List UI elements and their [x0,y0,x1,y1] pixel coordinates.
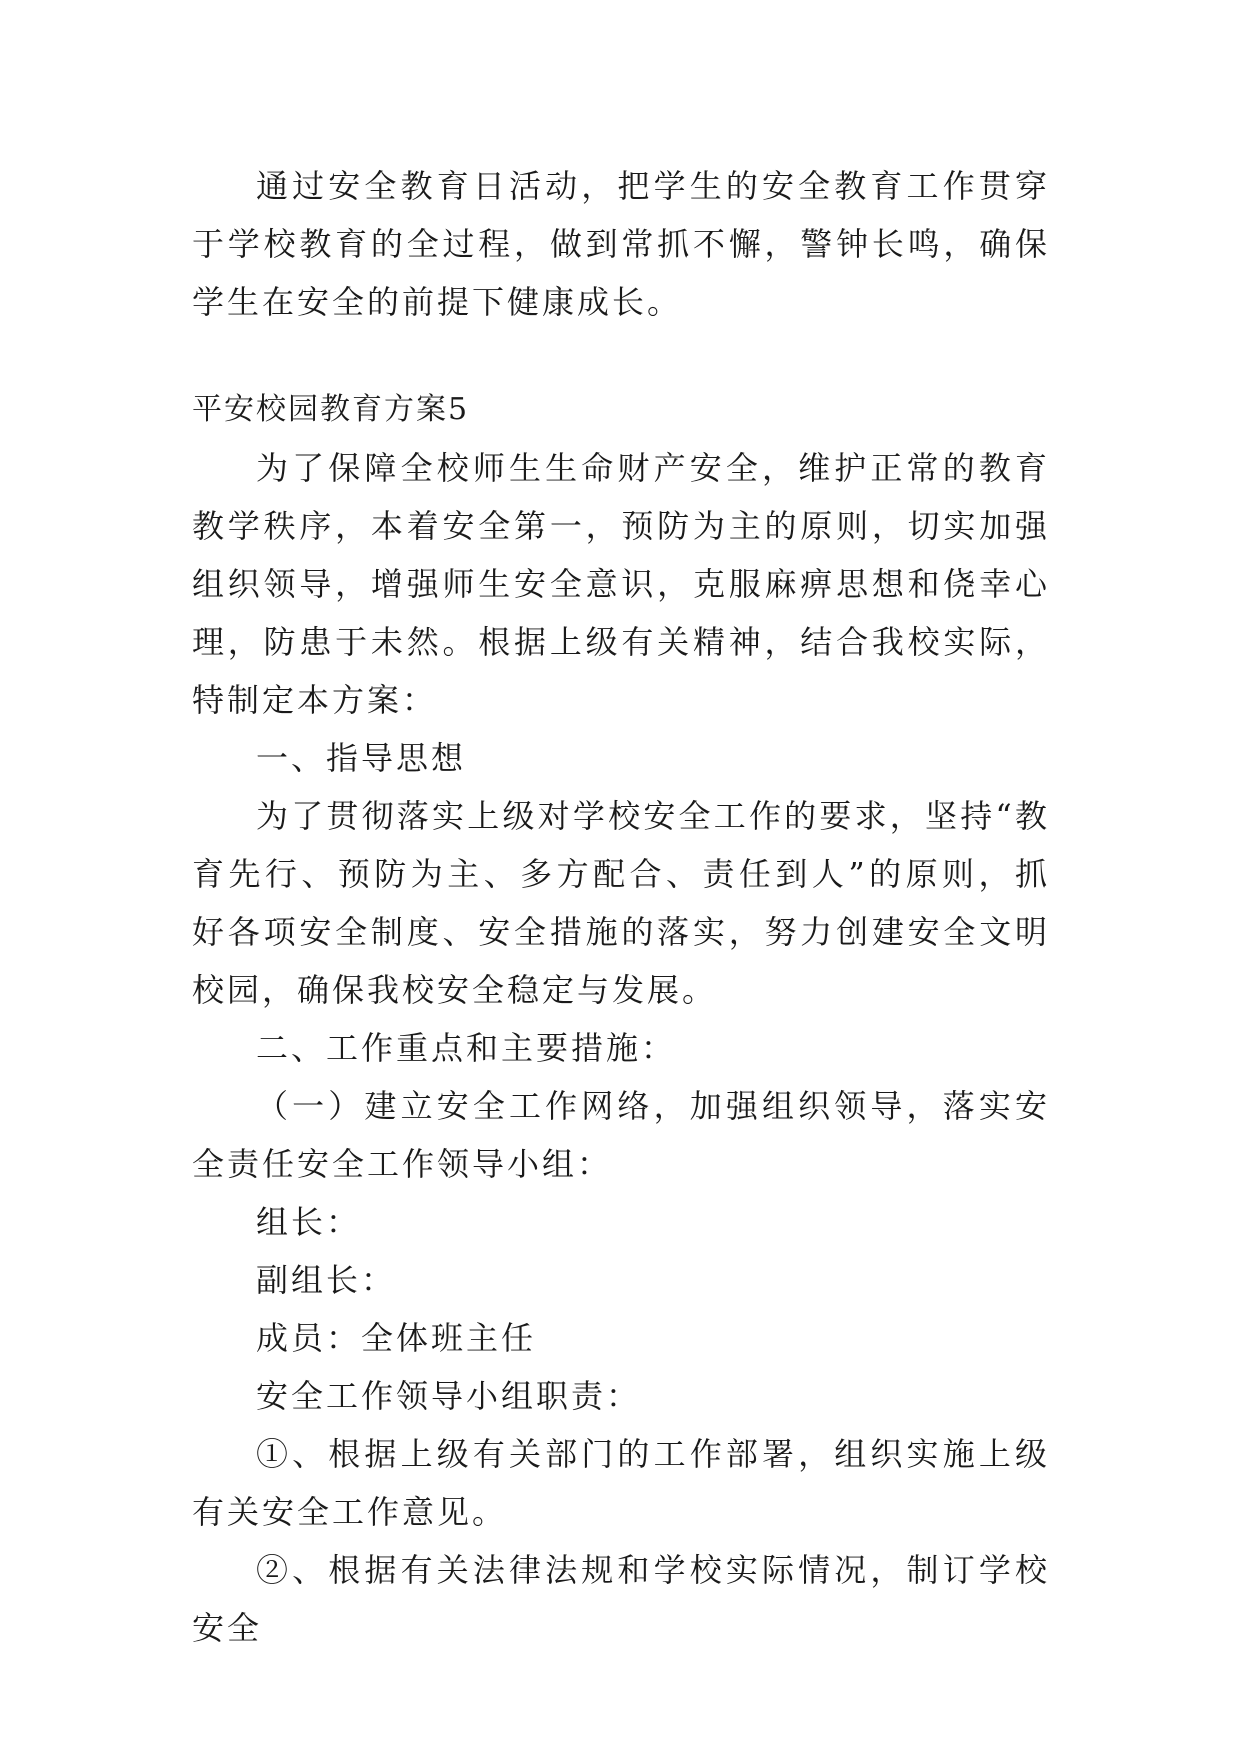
subheading-key-measures: 二、工作重点和主要措施： [256,1029,677,1067]
document-body [192,157,1050,1657]
body-paragraph: 为了贯彻落实上级对学校安全工作的要求，坚持“教育先行、预防为主、多方配合、责任到人”的原则，抓好各项安全制度、安全措施的落实，努力创建安全文明校园，确保我校安全稳定与发展。 [192,797,1050,1009]
intro-paragraph: 通过安全教育日活动，把学生的安全教育工作贯穿于学校教育的全过程，做到常抓不懈，警钟长鸣，确保学生在安全的前提下健康成长。 [192,167,1050,321]
deputy-leader-line: 副组长： [256,1261,397,1299]
duty-item: ①、根据上级有关部门的工作部署，组织实施上级有关安全工作意见。 [192,1435,1050,1531]
section-title: 平安校园教育方案5 [192,392,470,427]
duty-item: ②、根据有关法律法规和学校实际情况，制订学校安全 [192,1551,1050,1647]
duties-heading: 安全工作领导小组职责： [256,1377,642,1415]
body-paragraph: （一）建立安全工作网络，加强组织领导，落实安全责任安全工作领导小组： [192,1087,1050,1183]
members-line: 成员：全体班主任 [256,1319,537,1357]
body-paragraph: 为了保障全校师生生命财产安全，维护正常的教育教学秩序，本着安全第一，预防为主的原则，切实加强组织领导，增强师生安全意识，克服麻痹思想和侥幸心理，防患于未然。根据上级有关精神，结合我校实际，特制定本方案： [192,449,1050,719]
subheading-guiding-ideology: 一、指导思想 [256,739,467,777]
team-leader-line: 组长： [256,1203,362,1241]
